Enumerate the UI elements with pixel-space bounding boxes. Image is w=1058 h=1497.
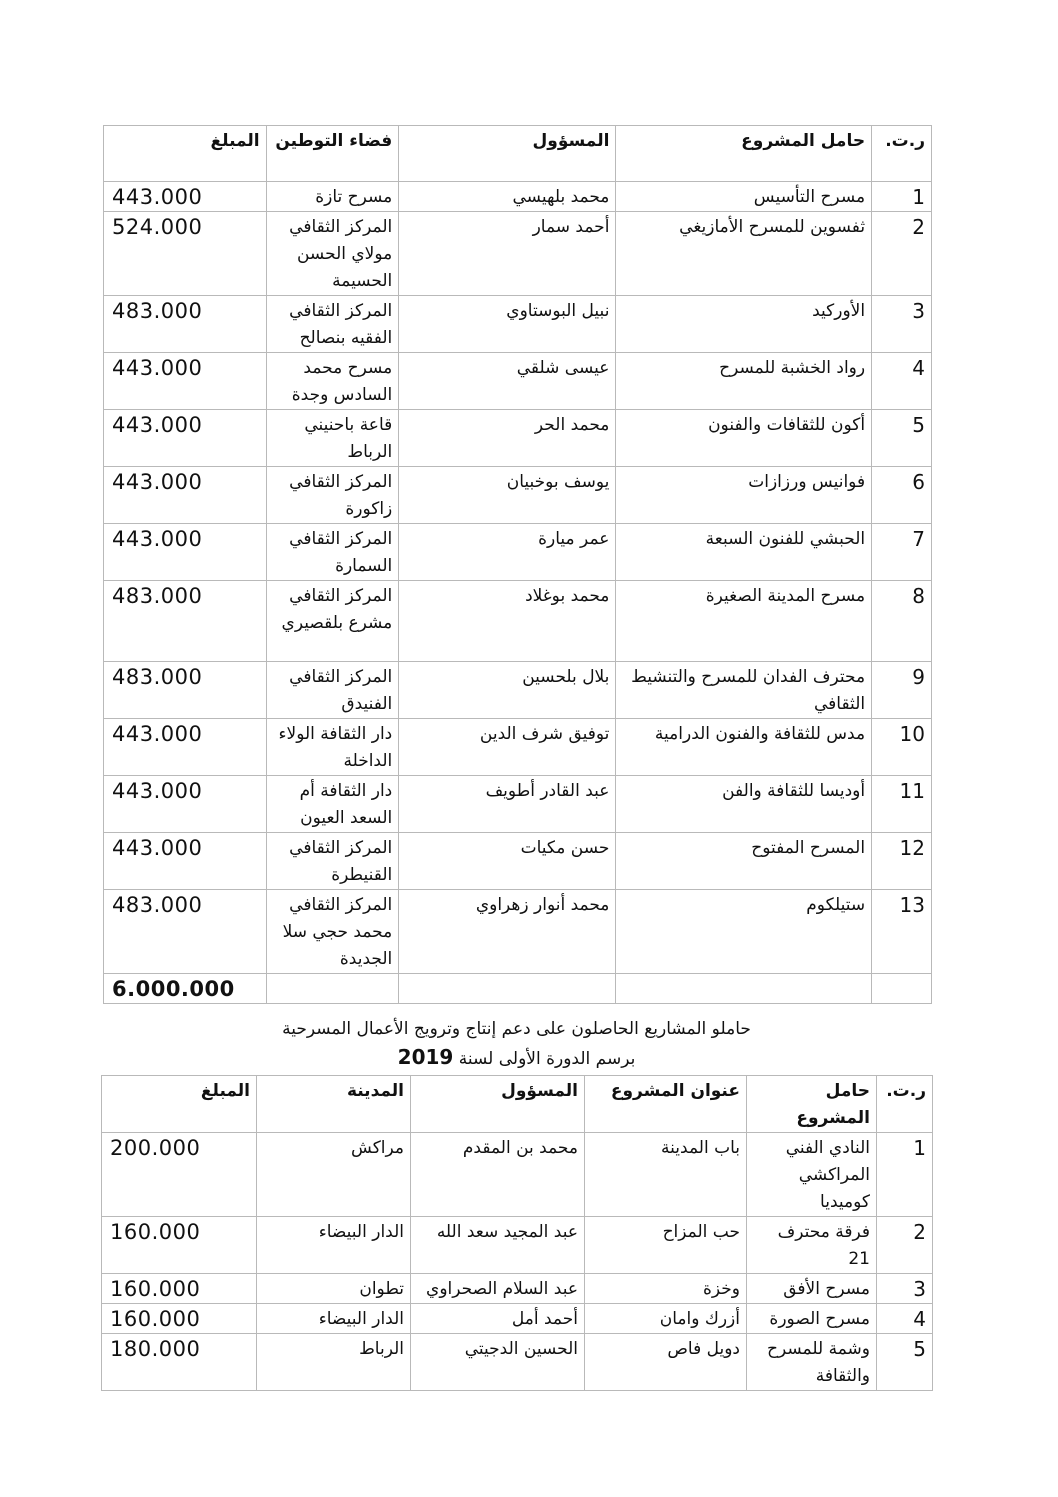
amount: 443.000 (104, 833, 267, 890)
responsible-person: عمر ميارة (399, 524, 616, 581)
table-header-row (104, 126, 932, 182)
residency-space: مسرح محمد السادس وجدة (266, 353, 399, 410)
project-holder: أوديسا للثقافة والفن (616, 776, 872, 833)
row-number: 3 (872, 296, 932, 353)
project-title: باب المدينة (585, 1133, 747, 1217)
project-holder: مسرح الأفق (747, 1274, 877, 1304)
project-title: أزرك وامان (585, 1304, 747, 1334)
total-row (104, 974, 932, 1004)
residency-space: المركز الثقافي السمارة (266, 524, 399, 581)
amount: 160.000 (102, 1274, 257, 1304)
amount: 443.000 (104, 776, 267, 833)
amount: 180.000 (102, 1334, 257, 1391)
responsible-person: أحمد سمار (399, 212, 616, 296)
row-number: 4 (872, 353, 932, 410)
row-number: 5 (872, 410, 932, 467)
residency-space: دار الثقافة أم السعد العيون (266, 776, 399, 833)
responsible-person: الحسين الدجيتي (411, 1334, 585, 1391)
amount: 443.000 (104, 467, 267, 524)
responsible-person: عبد السلام الصحراوي (411, 1274, 585, 1304)
total-amount: 6.000.000 (104, 974, 267, 1004)
city: تطوان (257, 1274, 411, 1304)
row-number: 11 (872, 776, 932, 833)
empty-cell (266, 974, 399, 1004)
project-holder: فرقة محترف 21 (747, 1217, 877, 1274)
table-header-row (102, 1076, 933, 1133)
table-row (104, 410, 932, 467)
row-number: 9 (872, 662, 932, 719)
row-number: 4 (877, 1304, 933, 1334)
project-holder: مسرح التأسيس (616, 182, 872, 212)
amount: 160.000 (102, 1217, 257, 1274)
project-holder: الحبشي للفنون السبعة (616, 524, 872, 581)
amount: 483.000 (104, 662, 267, 719)
amount: 483.000 (104, 581, 267, 662)
project-holder: وشمة للمسرح والثقافة (747, 1334, 877, 1391)
amount: 160.000 (102, 1304, 257, 1334)
table-row (104, 833, 932, 890)
row-number: 1 (872, 182, 932, 212)
table-row (104, 467, 932, 524)
col-header-space: فضاء التوطين (266, 126, 399, 182)
residency-space: دار الثقافة الولاء الداخلة (266, 719, 399, 776)
table-row (102, 1304, 933, 1334)
responsible-person: حسن مكيات (399, 833, 616, 890)
project-holder: ستيلكوم (616, 890, 872, 974)
table-row (102, 1274, 933, 1304)
project-holder: الأوركيد (616, 296, 872, 353)
responsible-person: توفيق شرف الدين (399, 719, 616, 776)
responsible-person: محمد بوغلاد (399, 581, 616, 662)
amount: 443.000 (104, 410, 267, 467)
table-row (104, 524, 932, 581)
row-number: 8 (872, 581, 932, 662)
responsible-person: يوسف بوخبيان (399, 467, 616, 524)
amount: 483.000 (104, 890, 267, 974)
city: مراكش (257, 1133, 411, 1217)
row-number: 6 (872, 467, 932, 524)
col-header-amount: المبلغ (104, 126, 267, 182)
responsible-person: بلال بلحسين (399, 662, 616, 719)
city: الرباط (257, 1334, 411, 1391)
responsible-person: عبد القادر أطويف (399, 776, 616, 833)
residency-space: المركز الثقافي الفنيدق (266, 662, 399, 719)
col-header-no: ر.ت. (877, 1076, 933, 1133)
col-header-holder: حامل المشروع (616, 126, 872, 182)
col-header-no: ر.ت. (872, 126, 932, 182)
amount: 200.000 (102, 1133, 257, 1217)
amount: 443.000 (104, 182, 267, 212)
col-header-responsible: المسؤول (399, 126, 616, 182)
caption-session-text: برسم الدورة الأولى لسنة (458, 1049, 636, 1069)
project-title: حب المزاح (585, 1217, 747, 1274)
empty-cell (616, 974, 872, 1004)
amount: 524.000 (104, 212, 267, 296)
responsible-person: محمد بن المقدم (411, 1133, 585, 1217)
col-header-amount: المبلغ (102, 1076, 257, 1133)
project-holder: أكون للثقافات والفنون (616, 410, 872, 467)
projects-table-1 (103, 125, 932, 1004)
responsible-person: أحمد أمل (411, 1304, 585, 1334)
responsible-person: محمد بلهيسي (399, 182, 616, 212)
residency-space: المركز الثقافي محمد حجي سلا الجديدة (266, 890, 399, 974)
responsible-person: محمد الحر (399, 410, 616, 467)
project-title: دويل فاص (585, 1334, 747, 1391)
residency-space: المركز الثقافي مولاي الحسن الحسيمة (266, 212, 399, 296)
row-number: 1 (877, 1133, 933, 1217)
responsible-person: عيسى شلقي (399, 353, 616, 410)
empty-cell (399, 974, 616, 1004)
project-holder: فوانيس ورزازات (616, 467, 872, 524)
table-row (102, 1334, 933, 1391)
residency-space: مسرح تازة (266, 182, 399, 212)
residency-space: قاعة باحنيني الرباط (266, 410, 399, 467)
project-title: وخزة (585, 1274, 747, 1304)
city: الدار البيضاء (257, 1304, 411, 1334)
city: الدار البيضاء (257, 1217, 411, 1274)
projects-table-2 (101, 1075, 933, 1391)
project-holder: مدس للثقافة والفنون الدرامية (616, 719, 872, 776)
project-holder: مسرح المدينة الصغيرة (616, 581, 872, 662)
table-row (104, 296, 932, 353)
responsible-person: نبيل البوستاوي (399, 296, 616, 353)
caption-year: 2019 (397, 1045, 454, 1069)
row-number: 12 (872, 833, 932, 890)
table-2-caption-line-2 (101, 1045, 932, 1069)
table-row (104, 662, 932, 719)
amount: 483.000 (104, 296, 267, 353)
table-row (104, 719, 932, 776)
amount: 443.000 (104, 719, 267, 776)
residency-space: المركز الثقافي الفقيه بنصالح (266, 296, 399, 353)
amount: 443.000 (104, 353, 267, 410)
row-number: 7 (872, 524, 932, 581)
residency-space: المركز الثقافي زاكورة (266, 467, 399, 524)
table-row (102, 1133, 933, 1217)
residency-space: المركز الثقافي مشرع بلقصيري (266, 581, 399, 662)
responsible-person: عبد المجيد سعد الله (411, 1217, 585, 1274)
row-number: 10 (872, 719, 932, 776)
project-holder: المسرح المفتوح (616, 833, 872, 890)
row-number: 2 (877, 1217, 933, 1274)
row-number: 2 (872, 212, 932, 296)
project-holder: مسرح الصورة (747, 1304, 877, 1334)
table-row (104, 776, 932, 833)
empty-cell (872, 974, 932, 1004)
row-number: 13 (872, 890, 932, 974)
table-row (104, 581, 932, 662)
table-row (104, 890, 932, 974)
row-number: 5 (877, 1334, 933, 1391)
table-row (104, 212, 932, 296)
amount: 443.000 (104, 524, 267, 581)
col-header-holder: حامل المشروع (747, 1076, 877, 1133)
residency-space: المركز الثقافي القنيطرة (266, 833, 399, 890)
col-header-responsible: المسؤول (411, 1076, 585, 1133)
project-holder: محترف الفدان للمسرح والتنشيط الثقافي (616, 662, 872, 719)
table-row (102, 1217, 933, 1274)
project-holder: رواد الخشبة للمسرح (616, 353, 872, 410)
col-header-city: المدينة (257, 1076, 411, 1133)
row-number: 3 (877, 1274, 933, 1304)
project-holder: ثفسوين للمسرح الأمازيغي (616, 212, 872, 296)
col-header-title: عنوان المشروع (585, 1076, 747, 1133)
table-2-caption-line-1: حاملو المشاريع الحاصلون على دعم إنتاج وترويج الأعمال المسرحية (282, 1019, 751, 1039)
table-row (104, 182, 932, 212)
responsible-person: محمد أنوار زهراوي (399, 890, 616, 974)
table-row (104, 353, 932, 410)
project-holder: النادي الفني المراكشي كوميديا (747, 1133, 877, 1217)
